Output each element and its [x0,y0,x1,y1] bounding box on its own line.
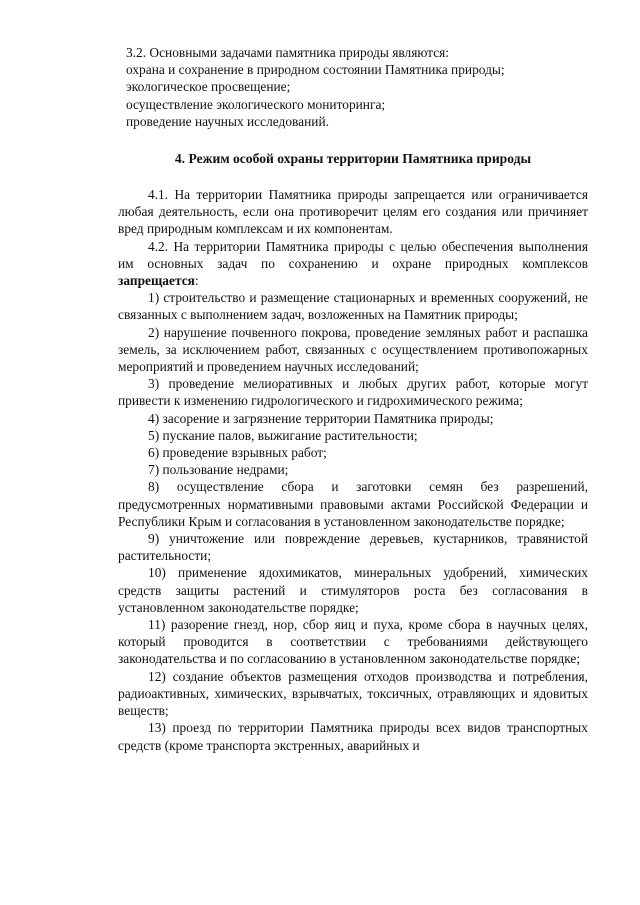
list-item: 5) пускание палов, выжигание растительности; [148,427,418,443]
section-4-body [118,186,588,754]
list-item: 12) создание объектов размещения отходов производства и потребления, радиоактивных, химических, взрывчатых, токсичных, отравляющих и ядовитых веществ; [118,668,588,719]
section-3-2-block [118,44,588,130]
paragraph-4-2-colon: : [194,273,199,289]
section-4-heading: 4. Режим особой охраны территории Памятника природы [174,151,532,166]
task-line: охрана и сохранение в природном состоянии Памятника природы; [126,62,505,78]
section-3-2-title: 3.2. Основными задачами памятника природы являются: [126,45,450,60]
list-item: 2) нарушение почвенного покрова, проведение земляных работ и распашка земель, за исключением работ, связанных с осуществлением противопожарных мероприятий и проведением научных исследований; [118,324,588,375]
task-line: экологическое просвещение; [126,79,291,95]
paragraph-4-1: 4.1. На территории Памятника природы запрещается или ограничивается любая деятельность, если она противоречит целям его создания или причиняет вред природным комплексам и их компонентам. [118,187,588,237]
list-item: 3) проведение мелиоративных и любых других работ, которые могут привести к изменению гидрологического и гидрохимического режима; [118,376,588,409]
list-item: 1) строительство и размещение стационарных и временных сооружений, не связанных с выполнением задач, возложенных на Памятник природы; [118,290,588,323]
list-item: 9) уничтожение или повреждение деревьев, кустарников, травянистой растительности; [118,531,588,564]
list-item: 10) применение ядохимикатов, минеральных удобрений, химических средств защиты растений и стимуляторов роста без согласования в установленном законодательстве порядке; [118,565,588,615]
list-item: 4) засорение и загрязнение территории Памятника природы; [148,410,494,426]
list-item: 13) проезд по территории Памятника природы всех видов транспортных средств (кроме транспорта экстренных, аварийных и [118,720,588,753]
list-item: 8) осуществление сбора и заготовки семян без разрешений, предусмотренных нормативными правовыми актами Российской Федерации и Республики Крым и согласования в установленном законодательстве порядке; [118,479,588,529]
list-item: 7) пользование недрами; [148,462,289,478]
list-item: 11) разорение гнезд, нор, сбор яиц и пуха, кроме сбора в научных целях, который проводится в соответствии с требованиями действующего законодательства и по согласованию в установленном законодательстве порядке; [118,617,588,667]
list-item: 6) проведение взрывных работ; [148,445,327,461]
task-line: осуществление экологического мониторинга; [126,96,386,112]
paragraph-4-2-text: 4.2. На территории Памятника природы с целью обеспечения выполнения им основных задач по сохранению и охране природных комплексов [118,238,588,271]
paragraph-4-2 [118,238,588,290]
paragraph-4-2-prohibited: запрещается [118,273,195,289]
task-line: проведение научных исследований. [126,113,329,129]
